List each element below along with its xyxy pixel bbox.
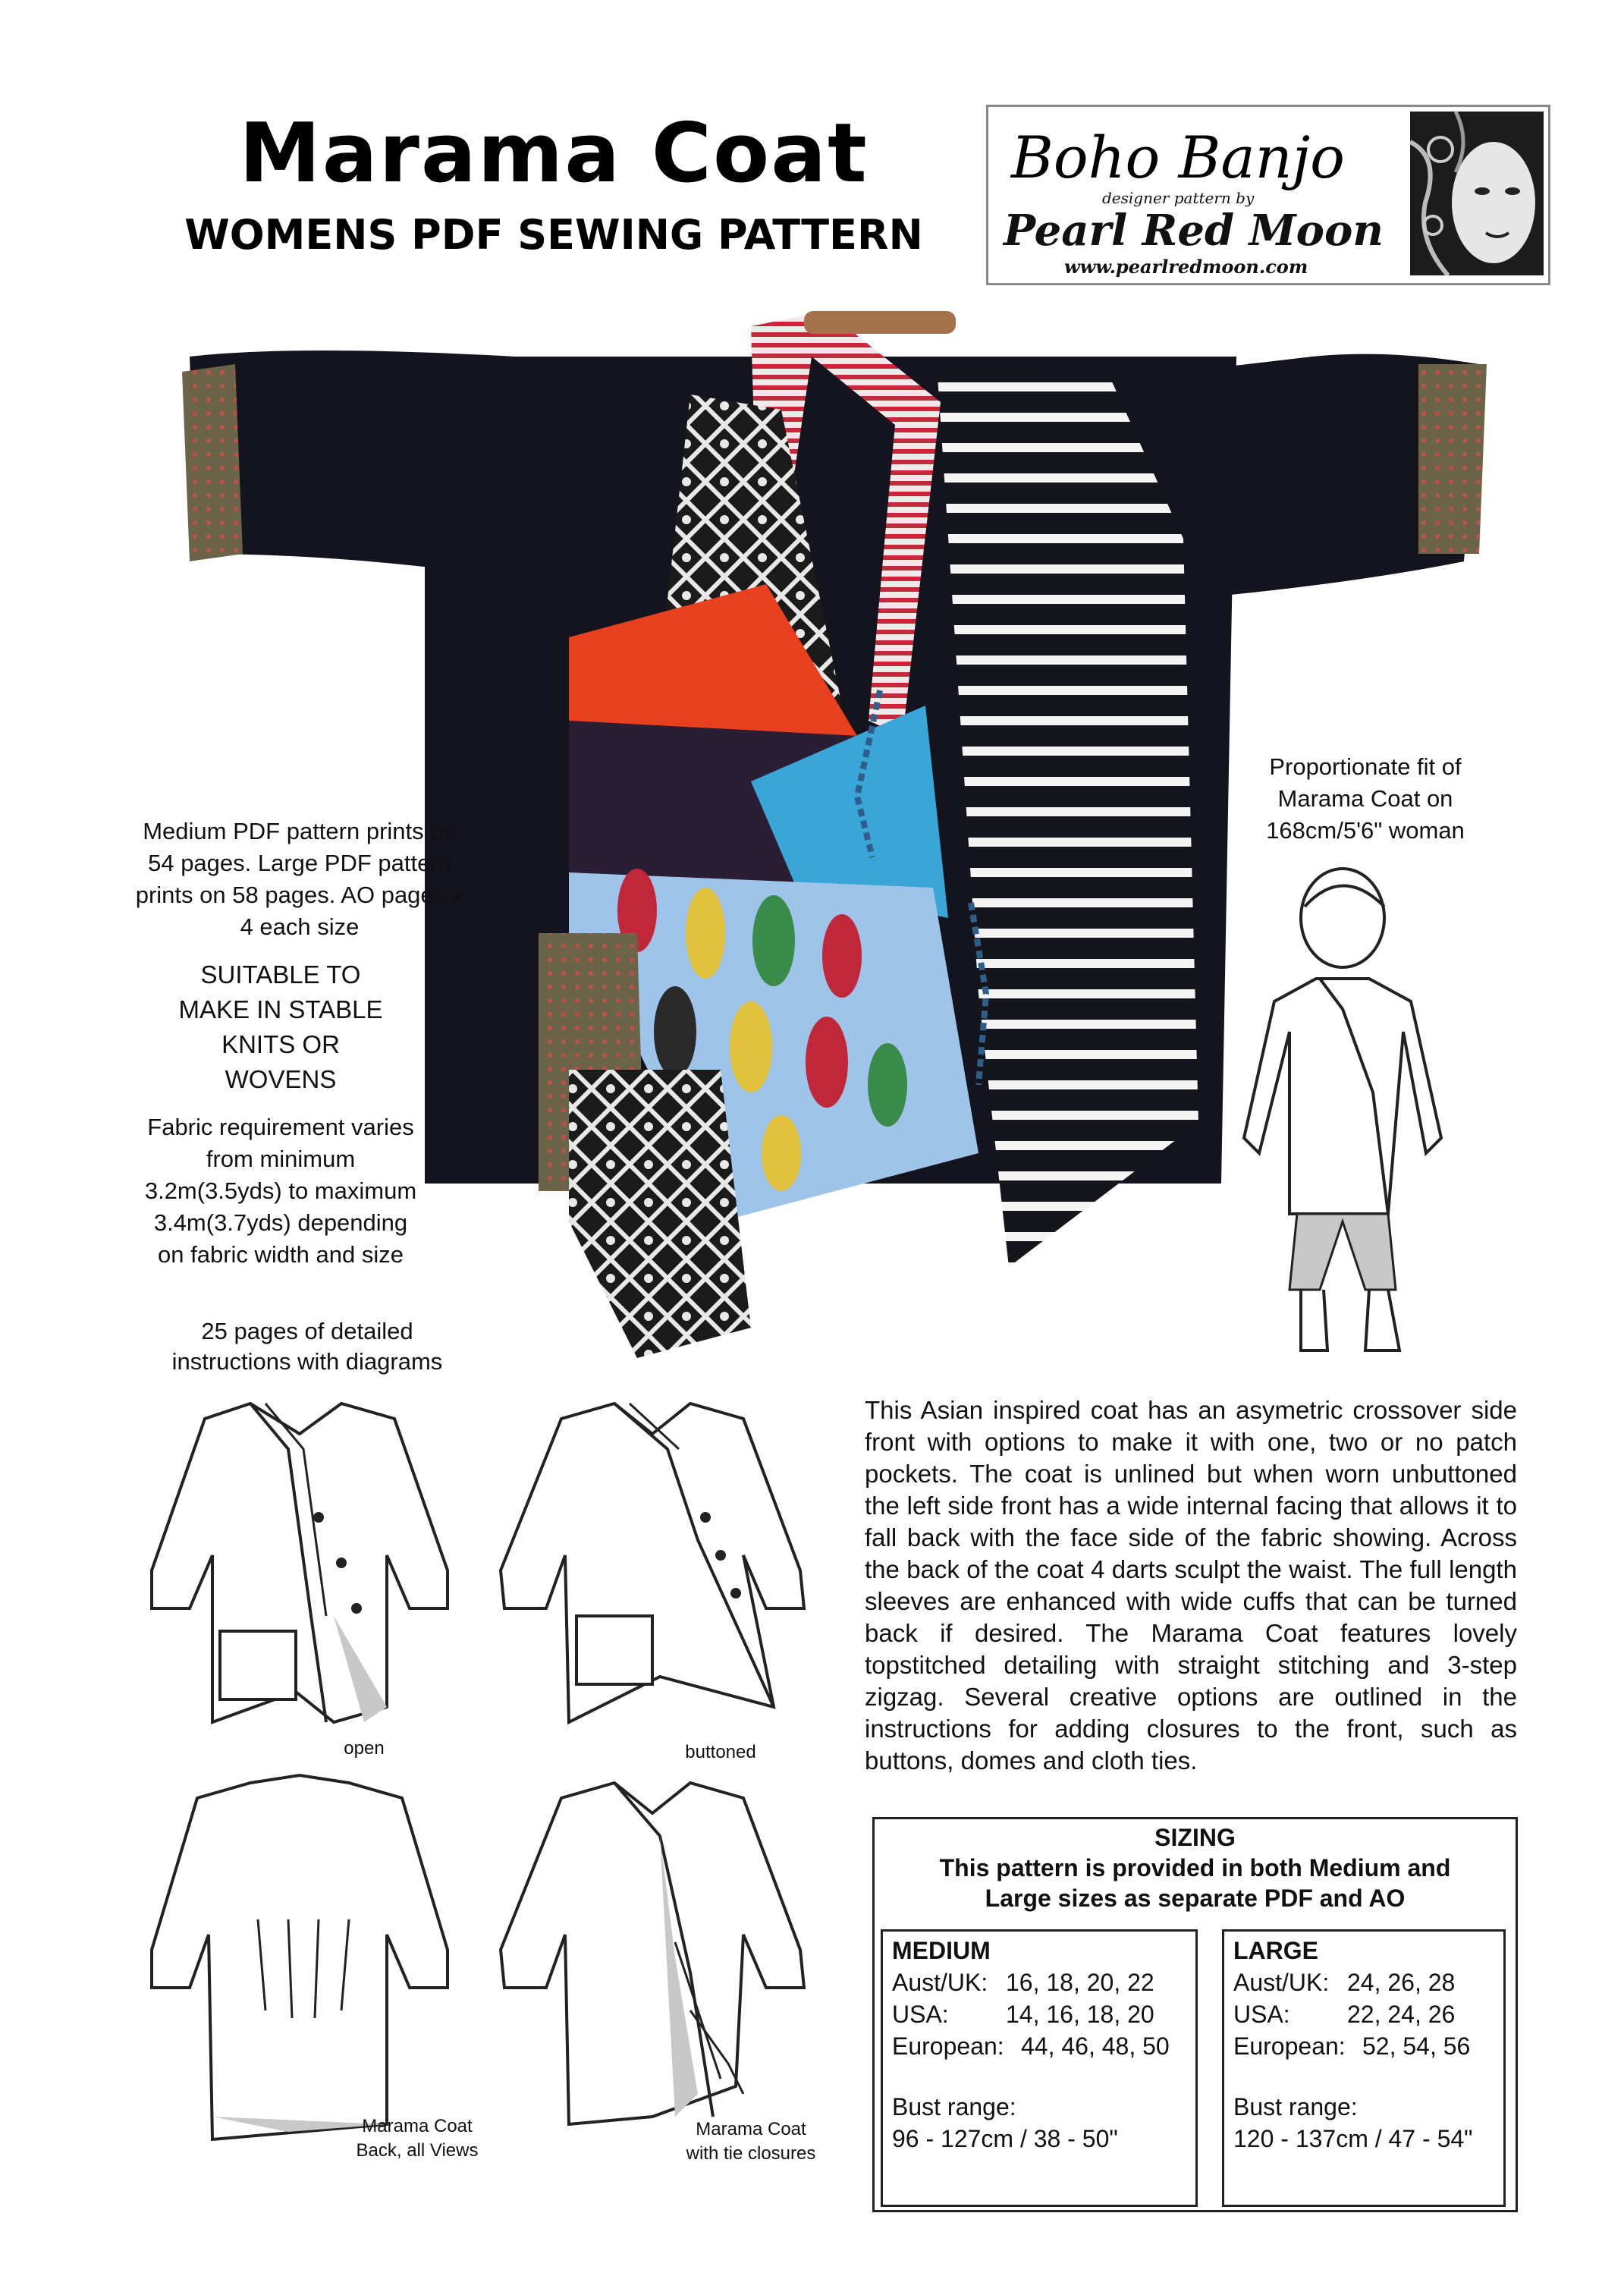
buttoned-view-drawing (485, 1388, 819, 1745)
medium-usa-value: 14, 16, 18, 20 (1006, 2001, 1154, 2028)
fabric-requirement-text: Fabric requirement varies from minimum 3.2m(3.5yds) to maximum 3.4m(3.7yds) depending on fabric width and size (144, 1114, 417, 1268)
tie-view-caption-line2: with tie closures (686, 2143, 816, 2164)
large-usa-value: 22, 24, 26 (1347, 2001, 1456, 2028)
large-aust-row (1224, 1966, 1503, 1998)
open-view-drawing (137, 1388, 463, 1745)
fit-figure-illustration (1229, 865, 1456, 1366)
buttoned-view-caption: buttoned (685, 1742, 756, 1762)
large-eu-row (1224, 2030, 1503, 2062)
fit-note: Proportionate fit of Marama Coat on 168cm/5'6" woman (1266, 753, 1465, 844)
large-usa-row (1224, 1998, 1503, 2030)
medium-size-box (881, 1929, 1198, 2207)
logo-byline: designer pattern by (1102, 189, 1255, 207)
brand-logo (986, 105, 1550, 285)
logo-artwork (1410, 112, 1544, 275)
medium-aust-value: 16, 18, 20, 22 (1006, 1969, 1154, 1996)
page-subtitle: WOMENS PDF SEWING PATTERN (184, 211, 923, 259)
logo-designer: Pearl Red Moon (1004, 206, 1384, 256)
page-title: Marama Coat (239, 106, 869, 201)
print-info-text: Medium PDF pattern prints on 54 pages. Large PDF pattern prints on 58 pages. AO pages x 4 each size (135, 818, 464, 940)
tie-view-drawing (485, 1760, 819, 2155)
sizing-line1: This pattern is provided in both Medium and (939, 1854, 1451, 1881)
medium-eu-label: European: (892, 2032, 1004, 2060)
large-aust-label: Aust/UK: (1233, 1969, 1330, 1996)
medium-bust-label: Bust range: (892, 2093, 1016, 2120)
medium-usa-row (883, 1998, 1195, 2030)
medium-eu-value: 44, 46, 48, 50 (1021, 2032, 1170, 2060)
medium-aust-row (883, 1966, 1195, 1998)
instructions-text: 25 pages of detailed instructions with diagrams (171, 1318, 443, 1375)
large-usa-label: USA: (1233, 2001, 1290, 2028)
back-view-caption-line2: Back, all Views (356, 2140, 479, 2161)
medium-bust-row (883, 2123, 1195, 2155)
medium-eu-row (883, 2030, 1195, 2062)
large-eu-label: European: (1233, 2032, 1346, 2060)
large-eu-value: 52, 54, 56 (1362, 2032, 1471, 2060)
large-title: LARGE (1233, 1937, 1318, 1964)
sizing-heading: SIZING (1154, 1824, 1236, 1851)
large-bust-label: Bust range: (1233, 2093, 1358, 2120)
large-bust-row (1224, 2123, 1503, 2155)
logo-brand: Boho Banjo (1011, 124, 1345, 191)
tie-view-caption-line1: Marama Coat (696, 2119, 806, 2139)
medium-bust-value: 96 - 127cm / 38 - 50" (892, 2125, 1118, 2152)
large-size-box (1222, 1929, 1506, 2207)
suitable-text: SUITABLE TO MAKE IN STABLE KNITS OR WOVENS (178, 960, 383, 1093)
back-view-caption-line1: Marama Coat (362, 2116, 473, 2136)
large-bust-value: 120 - 137cm / 47 - 54" (1233, 2125, 1473, 2152)
sizing-line2: Large sizes as separate PDF and AO (985, 1885, 1406, 1912)
large-bust-label-row (1224, 2091, 1503, 2123)
back-view-drawing (137, 1760, 463, 2155)
large-aust-value: 24, 26, 28 (1347, 1969, 1456, 1996)
medium-aust-label: Aust/UK: (892, 1969, 988, 1996)
open-view-caption: open (344, 1738, 385, 1759)
sizing-box (872, 1817, 1518, 2212)
logo-url: www.pearlredmoon.com (1064, 256, 1308, 278)
medium-usa-label: USA: (892, 2001, 949, 2028)
medium-title: MEDIUM (892, 1937, 991, 1964)
medium-bust-label-row (883, 2091, 1195, 2123)
description-paragraph: This Asian inspired coat has an asymetric crossover side front with options to make it with one, two or no patch pockets. The coat is unlined but when worn unbuttoned the left side front has a wide internal facing that allows it to fall back with the face side of the fabric showing. Across the back of the coat 4 darts sculpt the waist. The full length sleeves are enhanced with wide cuffs that can be turned back if desired. The Marama Coat features lovely topstitched detailing with straight stitching and 3-step zigzag. Several creative options are outlined in the instructions for adding closures to the front, such as buttons, domes and cloth ties. (865, 1396, 1517, 1775)
